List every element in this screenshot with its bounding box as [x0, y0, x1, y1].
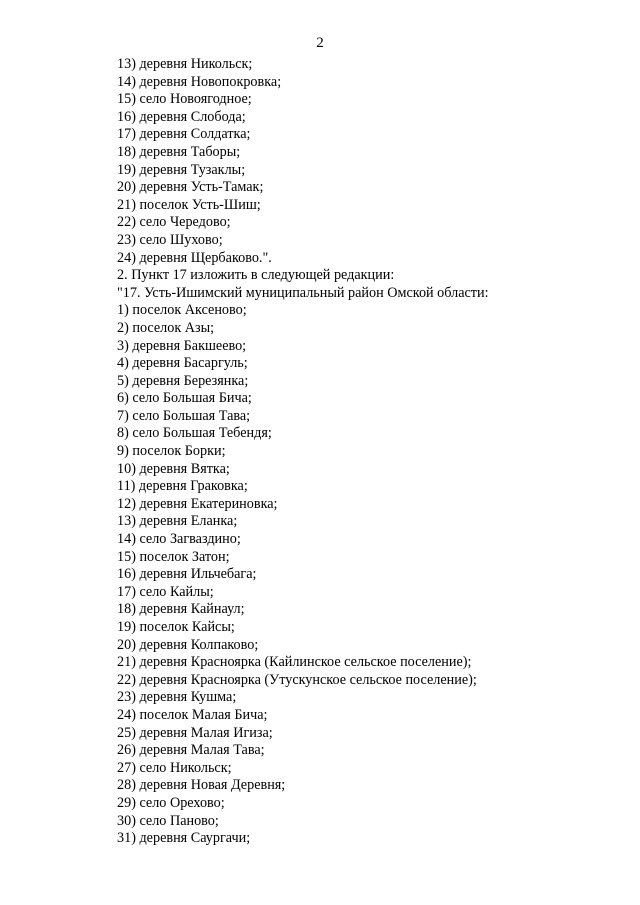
document-line: 23) село Шухово; [117, 231, 223, 248]
document-line: 27) село Никольск; [117, 759, 232, 776]
document-line: 26) деревня Малая Тава; [117, 742, 265, 759]
document-line: 31) деревня Саургачи; [117, 830, 251, 847]
document-line: 18) деревня Кайнаул; [117, 601, 245, 618]
document-line: 13) деревня Никольск; [117, 56, 253, 72]
document-line: 15) поселок Затон; [117, 548, 230, 565]
document-line: 19) деревня Тузаклы; [117, 161, 246, 178]
document-line: 21) деревня Красноярка (Кайлинское сельское поселение); [117, 654, 472, 671]
document-line: 24) поселок Малая Бича; [117, 706, 268, 723]
document-line: 25) деревня Малая Игиза; [117, 724, 273, 741]
document-line: 16) деревня Ильчебага; [117, 566, 257, 583]
document-line: 22) деревня Красноярка (Утускунское сельское поселение); [117, 671, 477, 688]
document-line: 18) деревня Таборы; [117, 143, 241, 160]
document-line: 9) поселок Борки; [117, 443, 226, 460]
document-body [117, 56, 617, 848]
document-line: 17) село Кайлы; [117, 583, 214, 600]
document-line: 30) село Паново; [117, 812, 219, 829]
document-line: 14) село Загваздино; [117, 531, 241, 548]
document-line: 20) деревня Колпаково; [117, 636, 259, 653]
document-line: 20) деревня Усть-Тамак; [117, 179, 264, 196]
document-line: 6) село Большая Бича; [117, 390, 252, 407]
document-line: 29) село Орехово; [117, 794, 225, 811]
document-line: 3) деревня Бакшеево; [117, 337, 247, 354]
document-line: 11) деревня Граковка; [117, 478, 248, 495]
document-line: "17. Усть-Ишимский муниципальный район Омской области: [117, 284, 489, 301]
document-line: 16) деревня Слобода; [117, 108, 246, 125]
document-line: 10) деревня Вятка; [117, 460, 230, 477]
document-line: 15) село Новоягодное; [117, 91, 252, 108]
document-line: 14) деревня Новопокровка; [117, 73, 282, 90]
document-line: 5) деревня Березянка; [117, 372, 249, 389]
document-line: 12) деревня Екатериновка; [117, 495, 278, 512]
document-line: 2) поселок Азы; [117, 319, 215, 336]
document-line: 23) деревня Кушма; [117, 689, 237, 706]
document-line: 1) поселок Аксеново; [117, 302, 247, 319]
document-line: 28) деревня Новая Деревня; [117, 777, 286, 794]
document-line: 22) село Чередово; [117, 214, 231, 231]
document-line: 2. Пункт 17 изложить в следующей редакции: [117, 267, 395, 284]
document-line: 21) поселок Усть-Шиш; [117, 196, 261, 213]
document-line: 17) деревня Солдатка; [117, 126, 251, 143]
page-number: 2 [316, 35, 324, 51]
document-line: 13) деревня Еланка; [117, 513, 238, 530]
document-line: 24) деревня Щербаково.". [117, 249, 272, 266]
document-line: 19) поселок Кайсы; [117, 619, 235, 635]
document-line: 7) село Большая Тава; [117, 407, 251, 424]
document-line: 4) деревня Басаргуль; [117, 355, 248, 372]
document-line: 8) село Большая Тебендя; [117, 425, 272, 442]
